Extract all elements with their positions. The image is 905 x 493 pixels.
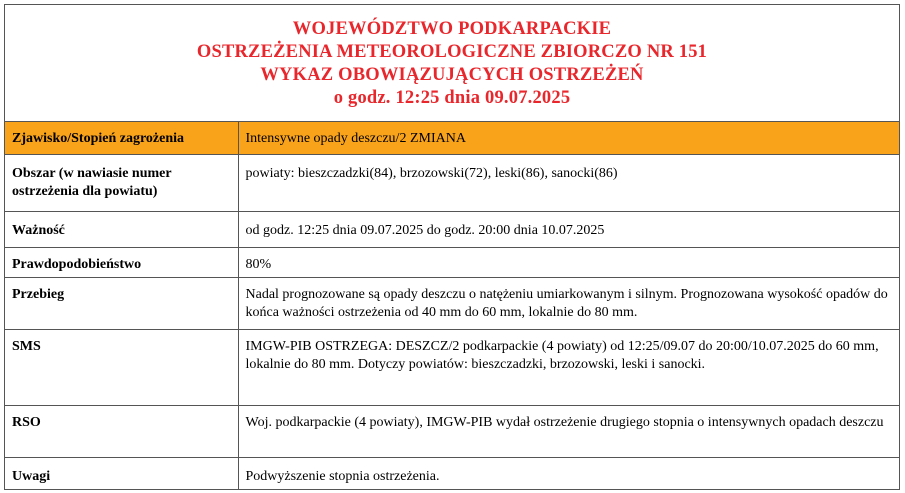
header-region: WOJEWÓDZTWO PODKARPACKIE: [292, 19, 612, 39]
row-value: Podwyższenie stopnia ostrzeżenia.: [238, 457, 899, 490]
table-row-phenomenon: [5, 122, 899, 154]
row-label: Przebieg: [5, 277, 238, 329]
row-label: SMS: [5, 329, 238, 405]
header-issue-time: o godz. 12:25 dnia 09.07.2025: [333, 88, 571, 108]
warning-document: [4, 4, 900, 490]
document-header: [5, 5, 899, 122]
row-value: Intensywne opady deszczu/2 ZMIANA: [238, 122, 899, 154]
table-row-area: [5, 154, 899, 211]
table-row-validity: [5, 211, 899, 247]
row-value: od godz. 12:25 dnia 09.07.2025 do godz. 20:00 dnia 10.07.2025: [238, 211, 899, 247]
row-label: RSO: [5, 405, 238, 457]
row-value: powiaty: bieszczadzki(84), brzozowski(72), leski(86), sanocki(86): [238, 154, 899, 211]
table-row-notes: [5, 457, 899, 490]
header-bulletin-title: OSTRZEŻENIA METEOROLOGICZNE ZBIORCZO NR 151: [196, 42, 708, 62]
row-label: Prawdopodobieństwo: [5, 247, 238, 277]
row-value: Nadal prognozowane są opady deszczu o natężeniu umiarkowanym i silnym. Prognozowana wysokość opadów do końca ważności ostrzeżenia od 40 mm do 60 mm, lokalnie do 80 mm.: [238, 277, 899, 329]
row-value: IMGW-PIB OSTRZEGA: DESZCZ/2 podkarpackie (4 powiaty) od 12:25/09.07 do 20:00/10.07.2025 do 60 mm, lokalnie do 80 mm. Dotyczy powiatów: bieszczadzki, brzozowski, leski i sanocki.: [238, 329, 899, 405]
row-value: Woj. podkarpackie (4 powiaty), IMGW-PIB wydał ostrzeżenie drugiego stopnia o intensywnych opadach deszczu: [238, 405, 899, 457]
table-row-rso: [5, 405, 899, 457]
row-value: 80%: [238, 247, 899, 277]
table-row-course: [5, 277, 899, 329]
header-list-title: WYKAZ OBOWIĄZUJĄCYCH OSTRZEŻEŃ: [260, 65, 644, 85]
row-label: Obszar (w nawiasie numer ostrzeżenia dla powiatu): [5, 154, 238, 211]
table-row-probability: [5, 247, 899, 277]
table-row-sms: [5, 329, 899, 405]
row-label: Ważność: [5, 211, 238, 247]
warning-table: [5, 122, 899, 490]
row-label: Zjawisko/Stopień zagrożenia: [5, 122, 238, 154]
row-label: Uwagi: [5, 457, 238, 490]
